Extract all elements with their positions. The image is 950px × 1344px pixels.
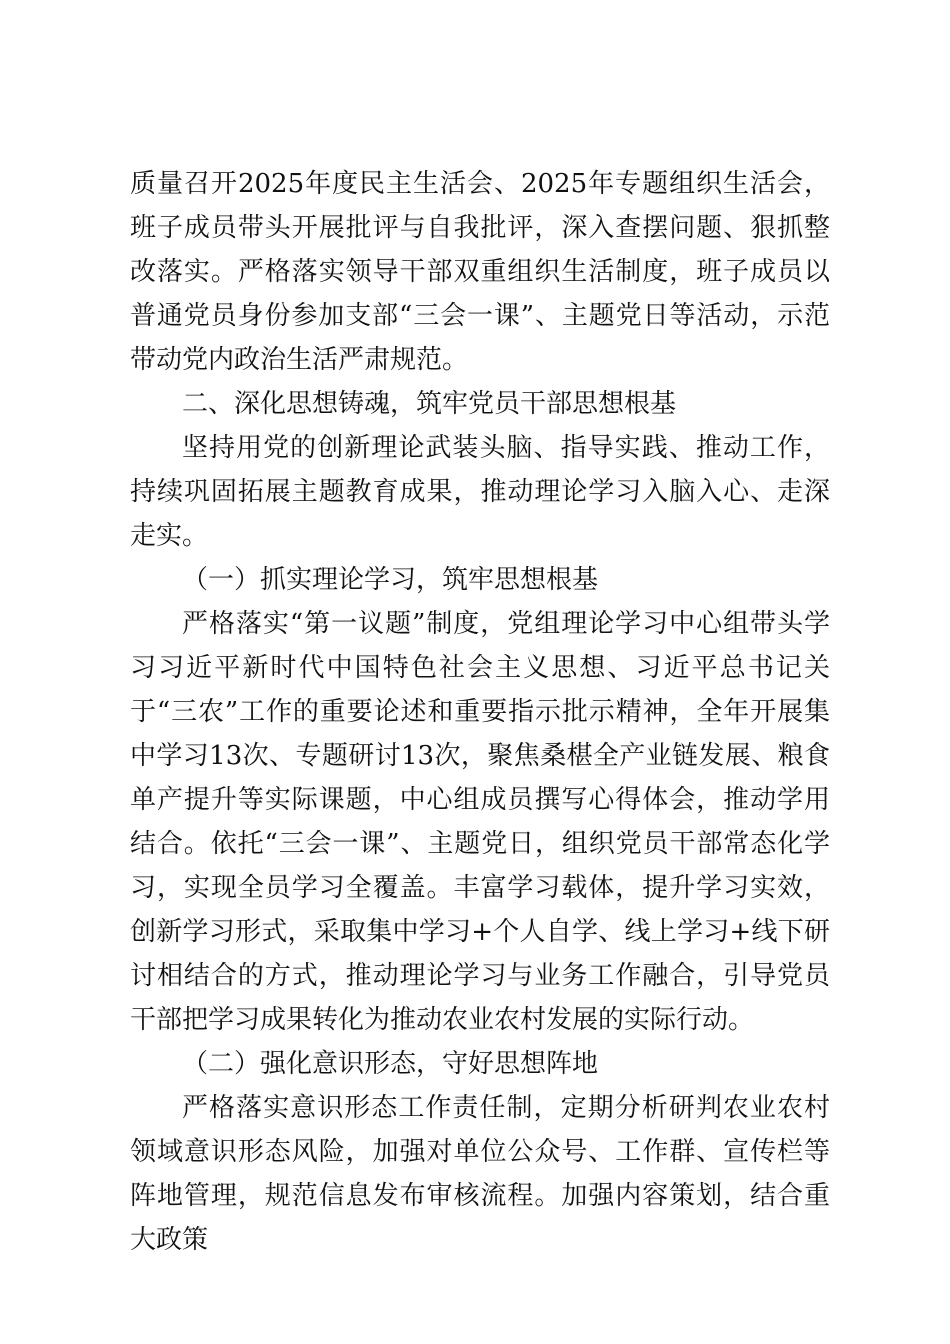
paragraph-theory-study: 严格落实“第一议题”制度，党组理论学习中心组带头学习习近平新时代中国特色社会主义思想、习近平总书记关于“三农”工作的重要论述和重要指示批示精神，全年开展集中学习13次、专题研讨13次，聚焦桑椹全产业链发展、粮食单产提升等实际课题，中心组成员撰写心得体会，推动学用结合。依托“三会一课”、主题党日，组织党员干部常态化学习，实现全员学习全覆盖。丰富学习载体，提升学习实效，创新学习形式，采取集中学习+个人自学、线上学习+线下研讨相结合的方式，推动理论学习与业务工作融合，引导党员干部把学习成果转化为推动农业农村发展的实际行动。 [130, 609, 830, 1035]
document-body [130, 162, 830, 1262]
subsection-heading-2: （二）强化意识形态，守好思想阵地 [182, 1049, 599, 1079]
paragraph-section-intro: 坚持用党的创新理论武装头脑、指导实践、推动工作，持续巩固拓展主题教育成果，推动理论学习入脑入心、走深走实。 [130, 433, 830, 551]
section-heading-2: 二、深化思想铸魂，筑牢党员干部思想根基 [182, 389, 677, 419]
paragraph-ideology: 严格落实意识形态工作责任制，定期分析研判农业农村领域意识形态风险，加强对单位公众号、工作群、宣传栏等阵地管理，规范信息发布审核流程。加强内容策划，结合重大政策 [130, 1093, 830, 1255]
paragraph-continuation: 质量召开2025年度民主生活会、2025年专题组织生活会，班子成员带头开展批评与自我批评，深入查摆问题、狠抓整改落实。严格落实领导干部双重组织生活制度，班子成员以普通党员身份参加支部“三会一课”、主题党日等活动，示范带动党内政治生活严肃规范。 [130, 169, 830, 375]
subsection-heading-1: （一）抓实理论学习，筑牢思想根基 [182, 565, 599, 595]
